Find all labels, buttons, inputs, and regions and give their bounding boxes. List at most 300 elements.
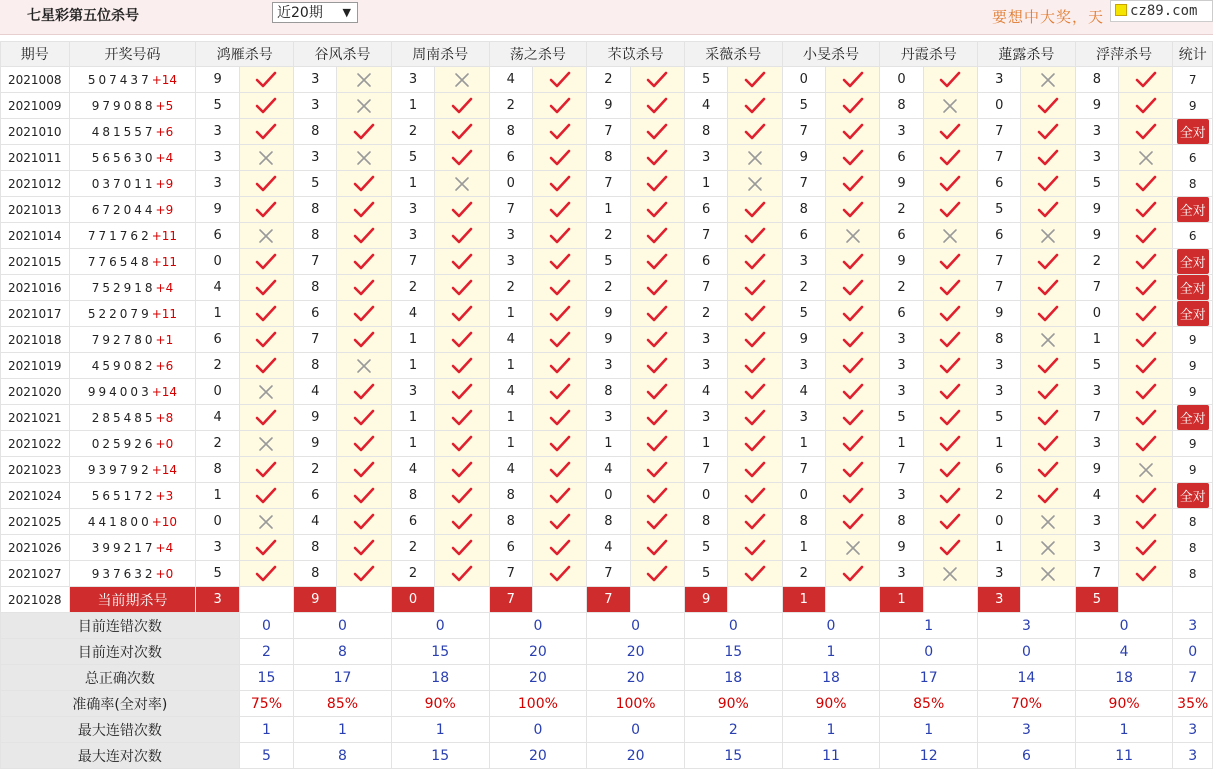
kill-number-cell: 4	[489, 327, 532, 353]
draw-cell	[69, 249, 196, 275]
kill-number-cell: 3	[880, 119, 923, 145]
col-header-killer[interactable]: 浮萍杀号	[1075, 42, 1173, 67]
hit-check-icon	[825, 561, 879, 587]
stat-cell: 8	[1173, 535, 1213, 561]
kill-number-cell: 8	[489, 483, 532, 509]
hit-check-icon	[825, 327, 879, 353]
summary-value: 85%	[294, 691, 392, 717]
hit-check-icon	[1021, 145, 1075, 171]
summary-value: 18	[782, 665, 880, 691]
period-select[interactable]	[272, 2, 358, 23]
summary-value: 8	[294, 743, 392, 769]
hit-check-icon	[435, 275, 489, 301]
kill-number-cell: 0	[1075, 301, 1118, 327]
hit-check-icon	[728, 197, 782, 223]
kill-number-cell: 3	[684, 327, 727, 353]
kill-number-cell: 7	[587, 561, 630, 587]
all-correct-badge: 全对	[1177, 249, 1209, 274]
draw-sum: +14	[151, 462, 178, 477]
hit-check-icon	[825, 145, 879, 171]
kill-number-cell: 8	[294, 353, 337, 379]
period-cell: 2021017	[1, 301, 70, 327]
summary-label: 最大连对次数	[1, 743, 240, 769]
summary-label: 总正确次数	[1, 665, 240, 691]
chevron-down-icon: ▼	[342, 6, 351, 19]
hit-check-icon	[532, 379, 586, 405]
draw-sum: +11	[151, 254, 178, 269]
summary-value: 15	[684, 743, 782, 769]
draw-sum: +5	[155, 98, 174, 113]
kill-number-cell: 8	[294, 223, 337, 249]
draw-sum: +9	[155, 202, 174, 217]
stat-cell	[1173, 405, 1213, 431]
kill-number-cell: 3	[391, 223, 434, 249]
current-kill-blank	[630, 587, 684, 613]
kill-number-cell: 1	[489, 301, 532, 327]
hit-check-icon	[1119, 509, 1173, 535]
kill-number-cell: 8	[782, 197, 825, 223]
hit-check-icon	[630, 483, 684, 509]
kill-number-cell: 9	[978, 301, 1021, 327]
col-header-killer[interactable]: 谷风杀号	[294, 42, 392, 67]
draw-digits: 994003	[87, 384, 152, 399]
period-cell: 2021012	[1, 171, 70, 197]
current-kill-blank	[532, 587, 586, 613]
hit-check-icon	[1119, 171, 1173, 197]
kill-number-cell: 0	[880, 67, 923, 93]
kill-number-cell: 3	[1075, 145, 1118, 171]
kill-number-cell: 1	[1075, 327, 1118, 353]
hit-check-icon	[1021, 93, 1075, 119]
period-select-value: 近20期	[277, 5, 323, 21]
kill-number-cell: 7	[391, 249, 434, 275]
current-kill-blank	[1021, 587, 1075, 613]
hit-check-icon	[728, 249, 782, 275]
draw-sum: +6	[155, 124, 174, 139]
hit-check-icon	[728, 119, 782, 145]
kill-number-cell: 3	[196, 171, 239, 197]
hit-check-icon	[435, 301, 489, 327]
hit-check-icon	[630, 405, 684, 431]
summary-row	[1, 743, 1213, 769]
kill-number-cell: 3	[1075, 379, 1118, 405]
hit-check-icon	[825, 379, 879, 405]
draw-sum: +8	[155, 410, 174, 425]
draw-sum: +3	[155, 488, 174, 503]
hit-check-icon	[435, 379, 489, 405]
kill-number-cell: 5	[978, 405, 1021, 431]
kill-number-cell: 3	[880, 353, 923, 379]
kill-number-cell: 0	[978, 93, 1021, 119]
kill-number-cell: 9	[196, 67, 239, 93]
hit-check-icon	[630, 509, 684, 535]
hit-check-icon	[532, 145, 586, 171]
kill-number-cell: 0	[782, 67, 825, 93]
kill-number-cell: 9	[782, 327, 825, 353]
summary-value: 0	[587, 717, 685, 743]
kill-number-cell: 3	[684, 405, 727, 431]
kill-number-cell: 0	[587, 483, 630, 509]
summary-value: 18	[391, 665, 489, 691]
hit-check-icon	[435, 145, 489, 171]
hit-check-icon	[239, 119, 293, 145]
hit-check-icon	[630, 561, 684, 587]
kill-number-cell: 5	[782, 301, 825, 327]
kill-number-cell: 8	[196, 457, 239, 483]
draw-cell	[69, 171, 196, 197]
kill-number-cell: 5	[978, 197, 1021, 223]
logo-square-icon	[1115, 4, 1127, 16]
summary-value: 14	[978, 665, 1076, 691]
hit-check-icon	[1021, 249, 1075, 275]
summary-value: 0	[587, 613, 685, 639]
hit-check-icon	[435, 561, 489, 587]
kill-number-cell: 8	[294, 197, 337, 223]
table-row	[1, 535, 1213, 561]
current-kill-value: 3	[978, 587, 1021, 613]
draw-sum: +14	[151, 384, 178, 399]
hit-check-icon	[1021, 119, 1075, 145]
draw-digits: 752918	[91, 280, 156, 295]
draw-digits: 399217	[91, 540, 156, 555]
kill-number-cell: 6	[294, 483, 337, 509]
table-row	[1, 275, 1213, 301]
hit-check-icon	[923, 197, 977, 223]
summary-value: 1	[239, 717, 293, 743]
hit-check-icon	[728, 431, 782, 457]
summary-value: 90%	[684, 691, 782, 717]
period-cell: 2021025	[1, 509, 70, 535]
miss-cross-icon	[1021, 561, 1075, 587]
kill-number-cell: 6	[684, 249, 727, 275]
draw-digits: 037011	[91, 176, 156, 191]
summary-stat: 7	[1173, 665, 1213, 691]
kill-number-cell: 5	[587, 249, 630, 275]
kill-number-cell: 8	[391, 483, 434, 509]
table-row	[1, 67, 1213, 93]
col-header-killer[interactable]: 周南杀号	[391, 42, 489, 67]
summary-value: 1	[782, 717, 880, 743]
table-row	[1, 301, 1213, 327]
all-correct-badge: 全对	[1177, 275, 1209, 300]
kill-number-cell: 1	[391, 431, 434, 457]
miss-cross-icon	[435, 67, 489, 93]
kill-number-cell: 3	[880, 561, 923, 587]
summary-value: 90%	[391, 691, 489, 717]
hit-check-icon	[1119, 483, 1173, 509]
kill-number-cell: 3	[880, 379, 923, 405]
kill-number-cell: 1	[196, 483, 239, 509]
kill-number-cell: 8	[587, 145, 630, 171]
kill-number-cell: 1	[880, 431, 923, 457]
kill-number-cell: 4	[684, 379, 727, 405]
draw-sum: +4	[155, 540, 174, 555]
summary-value: 12	[880, 743, 978, 769]
draw-sum: +11	[151, 306, 178, 321]
summary-value: 20	[489, 665, 587, 691]
stat-cell	[1173, 275, 1213, 301]
hit-check-icon	[728, 509, 782, 535]
stat-cell: 9	[1173, 457, 1213, 483]
summary-value: 1	[1075, 717, 1173, 743]
kill-number-cell: 8	[684, 509, 727, 535]
hit-check-icon	[923, 535, 977, 561]
kill-number-cell: 7	[684, 275, 727, 301]
kill-number-cell: 6	[391, 509, 434, 535]
hit-check-icon	[239, 327, 293, 353]
hit-check-icon	[1119, 561, 1173, 587]
period-cell: 2021008	[1, 67, 70, 93]
summary-value: 3	[978, 717, 1076, 743]
hit-check-icon	[532, 561, 586, 587]
draw-digits: 441800	[87, 514, 152, 529]
hit-check-icon	[923, 275, 977, 301]
kill-number-cell: 6	[978, 457, 1021, 483]
miss-cross-icon	[337, 67, 391, 93]
table-row	[1, 145, 1213, 171]
hit-check-icon	[630, 249, 684, 275]
hit-check-icon	[435, 483, 489, 509]
stat-cell	[1173, 197, 1213, 223]
current-kill-label: 当前期杀号	[69, 587, 196, 613]
kill-number-cell: 7	[880, 457, 923, 483]
hit-check-icon	[1119, 223, 1173, 249]
draw-digits: 459082	[91, 358, 156, 373]
miss-cross-icon	[337, 93, 391, 119]
summary-value: 1	[391, 717, 489, 743]
kill-number-cell: 9	[880, 171, 923, 197]
kill-number-cell: 8	[782, 509, 825, 535]
col-header-killer[interactable]: 采薇杀号	[684, 42, 782, 67]
hit-check-icon	[630, 223, 684, 249]
hit-check-icon	[239, 67, 293, 93]
hit-check-icon	[825, 67, 879, 93]
draw-digits: 937632	[91, 566, 156, 581]
kill-number-cell: 2	[978, 483, 1021, 509]
kill-number-cell: 2	[587, 275, 630, 301]
summary-value: 4	[1075, 639, 1173, 665]
kill-number-cell: 4	[294, 509, 337, 535]
summary-row	[1, 665, 1213, 691]
kill-number-cell: 7	[587, 171, 630, 197]
draw-sum: +4	[155, 280, 174, 295]
hit-check-icon	[923, 431, 977, 457]
hit-check-icon	[435, 93, 489, 119]
current-kill-value: 9	[684, 587, 727, 613]
draw-cell	[69, 353, 196, 379]
kill-number-cell: 1	[978, 535, 1021, 561]
kill-number-cell: 6	[196, 327, 239, 353]
hit-check-icon	[239, 561, 293, 587]
kill-number-cell: 3	[391, 197, 434, 223]
current-kill-blank	[728, 587, 782, 613]
kill-number-cell: 1	[587, 197, 630, 223]
summary-row	[1, 717, 1213, 743]
kill-number-cell: 7	[978, 249, 1021, 275]
kill-number-cell: 7	[782, 119, 825, 145]
summary-value: 20	[489, 639, 587, 665]
hit-check-icon	[1021, 457, 1075, 483]
draw-cell	[69, 119, 196, 145]
hit-check-icon	[239, 171, 293, 197]
hit-check-icon	[630, 145, 684, 171]
current-period: 2021028	[1, 587, 70, 613]
kill-number-cell: 1	[587, 431, 630, 457]
col-header-killer[interactable]: 鸿雁杀号	[196, 42, 294, 67]
period-cell: 2021018	[1, 327, 70, 353]
draw-sum: +10	[151, 514, 178, 529]
period-cell: 2021011	[1, 145, 70, 171]
hit-check-icon	[532, 223, 586, 249]
kill-number-cell: 3	[684, 145, 727, 171]
col-header-killer[interactable]: 芣苡杀号	[587, 42, 685, 67]
summary-value: 2	[684, 717, 782, 743]
miss-cross-icon	[1119, 457, 1173, 483]
hit-check-icon	[239, 275, 293, 301]
hit-check-icon	[825, 431, 879, 457]
summary-value: 1	[782, 639, 880, 665]
draw-cell	[69, 561, 196, 587]
draw-cell	[69, 67, 196, 93]
miss-cross-icon	[337, 145, 391, 171]
col-header-killer[interactable]: 荡之杀号	[489, 42, 587, 67]
kill-number-cell: 8	[587, 379, 630, 405]
miss-cross-icon	[825, 223, 879, 249]
hit-check-icon	[923, 171, 977, 197]
hit-check-icon	[728, 353, 782, 379]
miss-cross-icon	[728, 171, 782, 197]
kill-number-cell: 6	[782, 223, 825, 249]
kill-number-cell: 8	[880, 509, 923, 535]
kill-number-cell: 1	[782, 535, 825, 561]
hit-check-icon	[532, 119, 586, 145]
hit-check-icon	[630, 327, 684, 353]
period-cell: 2021024	[1, 483, 70, 509]
draw-digits: 979088	[91, 98, 156, 113]
kill-number-cell: 4	[391, 301, 434, 327]
hit-check-icon	[337, 405, 391, 431]
hit-check-icon	[630, 171, 684, 197]
hit-check-icon	[923, 301, 977, 327]
kill-number-cell: 5	[684, 561, 727, 587]
kill-number-cell: 2	[489, 275, 532, 301]
hit-check-icon	[630, 431, 684, 457]
period-cell: 2021015	[1, 249, 70, 275]
kill-number-cell: 7	[294, 249, 337, 275]
kill-number-cell: 3	[880, 327, 923, 353]
table-row	[1, 197, 1213, 223]
kill-number-cell: 3	[391, 67, 434, 93]
kill-number-cell: 4	[196, 405, 239, 431]
table-row	[1, 93, 1213, 119]
hit-check-icon	[532, 327, 586, 353]
kill-number-cell: 6	[880, 301, 923, 327]
current-kill-value: 1	[880, 587, 923, 613]
table-row	[1, 509, 1213, 535]
hit-check-icon	[337, 457, 391, 483]
kill-number-cell: 4	[489, 67, 532, 93]
hit-check-icon	[337, 171, 391, 197]
draw-digits: 939792	[87, 462, 152, 477]
hit-check-icon	[825, 119, 879, 145]
hit-check-icon	[1021, 353, 1075, 379]
col-header-killer[interactable]: 蓮露杀号	[978, 42, 1076, 67]
kill-number-cell: 9	[587, 327, 630, 353]
ad-slogan[interactable]: 要想中大奖，天	[992, 8, 1105, 26]
kill-number-cell: 4	[587, 535, 630, 561]
table-row	[1, 119, 1213, 145]
summary-value: 0	[239, 613, 293, 639]
summary-label: 目前连对次数	[1, 639, 240, 665]
draw-cell	[69, 145, 196, 171]
kill-number-cell: 2	[587, 67, 630, 93]
hit-check-icon	[630, 379, 684, 405]
miss-cross-icon	[923, 223, 977, 249]
summary-value: 20	[587, 639, 685, 665]
miss-cross-icon	[239, 379, 293, 405]
table-row	[1, 431, 1213, 457]
miss-cross-icon	[239, 509, 293, 535]
kill-number-cell: 5	[196, 561, 239, 587]
hit-check-icon	[728, 457, 782, 483]
hit-check-icon	[1119, 353, 1173, 379]
hit-check-icon	[435, 509, 489, 535]
kill-number-cell: 8	[978, 327, 1021, 353]
current-kill-blank	[435, 587, 489, 613]
site-logo[interactable]	[1110, 0, 1213, 22]
hit-check-icon	[825, 171, 879, 197]
hit-check-icon	[435, 431, 489, 457]
kill-number-cell: 6	[489, 535, 532, 561]
kill-number-cell: 7	[684, 457, 727, 483]
hit-check-icon	[630, 301, 684, 327]
hit-check-icon	[435, 223, 489, 249]
kill-number-cell: 5	[391, 145, 434, 171]
summary-value: 0	[294, 613, 392, 639]
hit-check-icon	[1021, 275, 1075, 301]
col-header-killer[interactable]: 丹霞杀号	[880, 42, 978, 67]
all-correct-badge: 全对	[1177, 119, 1209, 144]
miss-cross-icon	[1021, 535, 1075, 561]
hit-check-icon	[239, 483, 293, 509]
kill-number-cell: 5	[1075, 353, 1118, 379]
kill-number-cell: 1	[684, 431, 727, 457]
hit-check-icon	[435, 535, 489, 561]
current-stat-blank	[1173, 587, 1213, 613]
summary-value: 11	[1075, 743, 1173, 769]
draw-digits: 285485	[91, 410, 156, 425]
stat-cell: 9	[1173, 327, 1213, 353]
kill-number-cell: 2	[196, 353, 239, 379]
miss-cross-icon	[239, 145, 293, 171]
summary-value: 0	[782, 613, 880, 639]
summary-row	[1, 639, 1213, 665]
kill-number-cell: 2	[587, 223, 630, 249]
period-cell: 2021010	[1, 119, 70, 145]
hit-check-icon	[923, 145, 977, 171]
hit-check-icon	[825, 509, 879, 535]
kill-number-cell: 3	[880, 483, 923, 509]
hit-check-icon	[532, 301, 586, 327]
kill-number-cell: 3	[489, 249, 532, 275]
col-header-killer[interactable]: 小旻杀号	[782, 42, 880, 67]
kill-number-cell: 5	[782, 93, 825, 119]
summary-value: 1	[880, 613, 978, 639]
kill-number-cell: 2	[880, 275, 923, 301]
hit-check-icon	[630, 67, 684, 93]
hit-check-icon	[1119, 67, 1173, 93]
summary-label: 准确率(全对率)	[1, 691, 240, 717]
